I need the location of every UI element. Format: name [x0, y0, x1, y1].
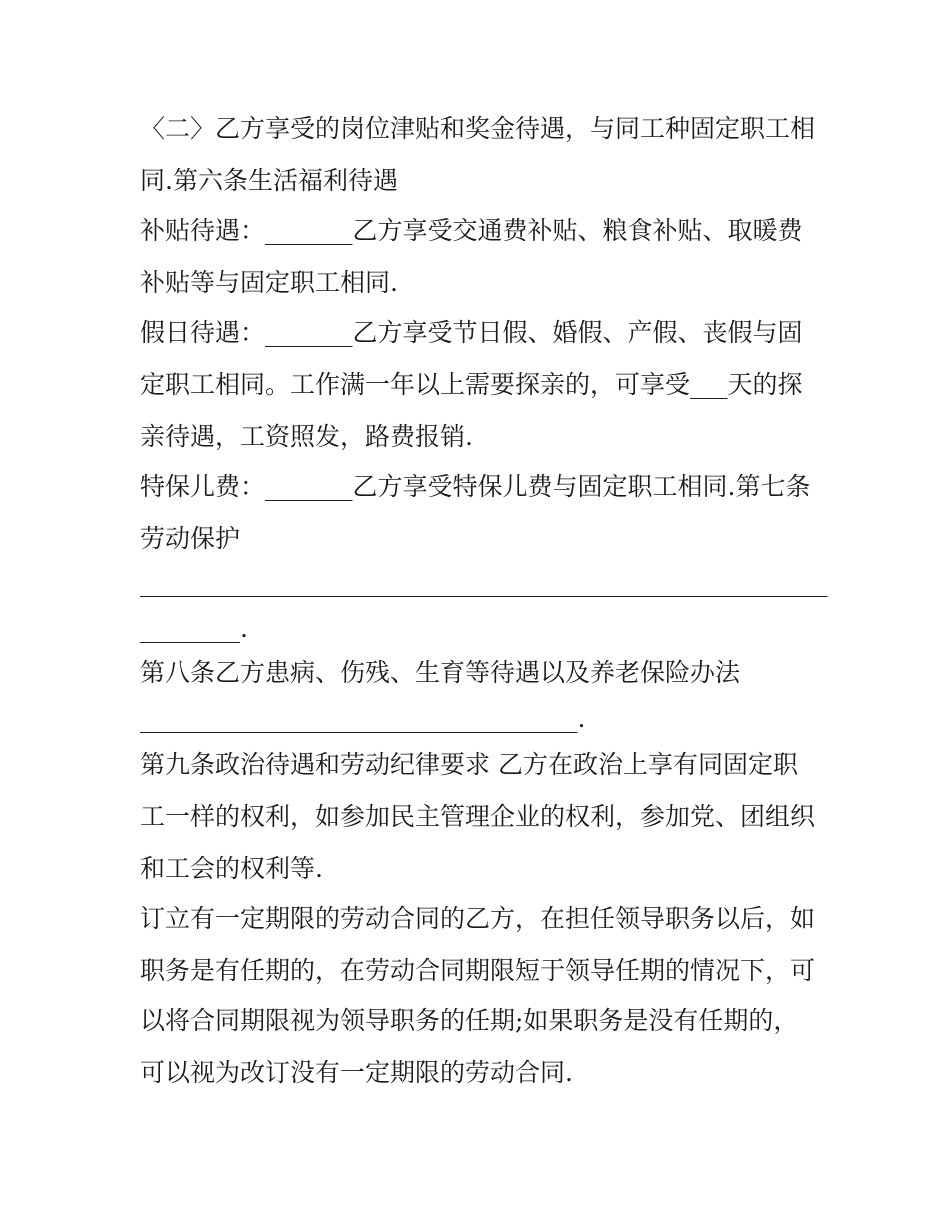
paragraph-line: 可以视为改订没有一定期限的劳动合同.: [140, 1058, 573, 1087]
paragraph-line: 工一样的权利，如参加民主管理企业的权利，参加党、团组织: [140, 802, 816, 831]
paragraph-line: 补贴待遇：_______乙方享受交通费补贴、粮食补贴、取暖费: [140, 216, 803, 245]
paragraph-line: 以将合同期限视为领导职务的任期;如果职务是没有任期的，: [140, 1006, 799, 1035]
paragraph-line: 〈二〉乙方享受的岗位津贴和奖金待遇，与同工种固定职工相: [140, 114, 816, 143]
paragraph-line: 定职工相同。工作满一年以上需要探亲的，可享受___天的探: [140, 370, 803, 399]
paragraph-line: 订立有一定期限的劳动合同的乙方，在担任领导职务以后，如: [140, 904, 816, 933]
paragraph-line: 同.第六条生活福利待遇: [140, 166, 398, 195]
paragraph-line: 和工会的权利等.: [140, 854, 323, 883]
paragraph-line: 第八条乙方患病、伤残、生育等待遇以及养老保险办法: [140, 658, 741, 687]
paragraph-line: 职务是有任期的，在劳动合同期限短于领导任期的情况下，可: [140, 956, 816, 985]
blank-fill-line: ___________________________________.: [140, 704, 586, 733]
paragraph-line: 特保儿费：_______乙方享受特保儿费与固定职工相同.第七条: [140, 472, 811, 501]
paragraph-line: 补贴等与固定职工相同.: [140, 268, 398, 297]
paragraph-line: 第九条政治待遇和劳动纪律要求 乙方在政治上享有同固定职: [140, 750, 798, 779]
paragraph-line: 劳动保护: [140, 524, 241, 553]
blank-fill-line: ________.: [140, 614, 248, 643]
paragraph-line: 假日待遇：_______乙方享受节日假、婚假、产假、丧假与固: [140, 318, 803, 347]
blank-fill-line: _______________________________________________________: [140, 568, 828, 597]
paragraph-line: 亲待遇，工资照发，路费报销.: [140, 422, 473, 451]
